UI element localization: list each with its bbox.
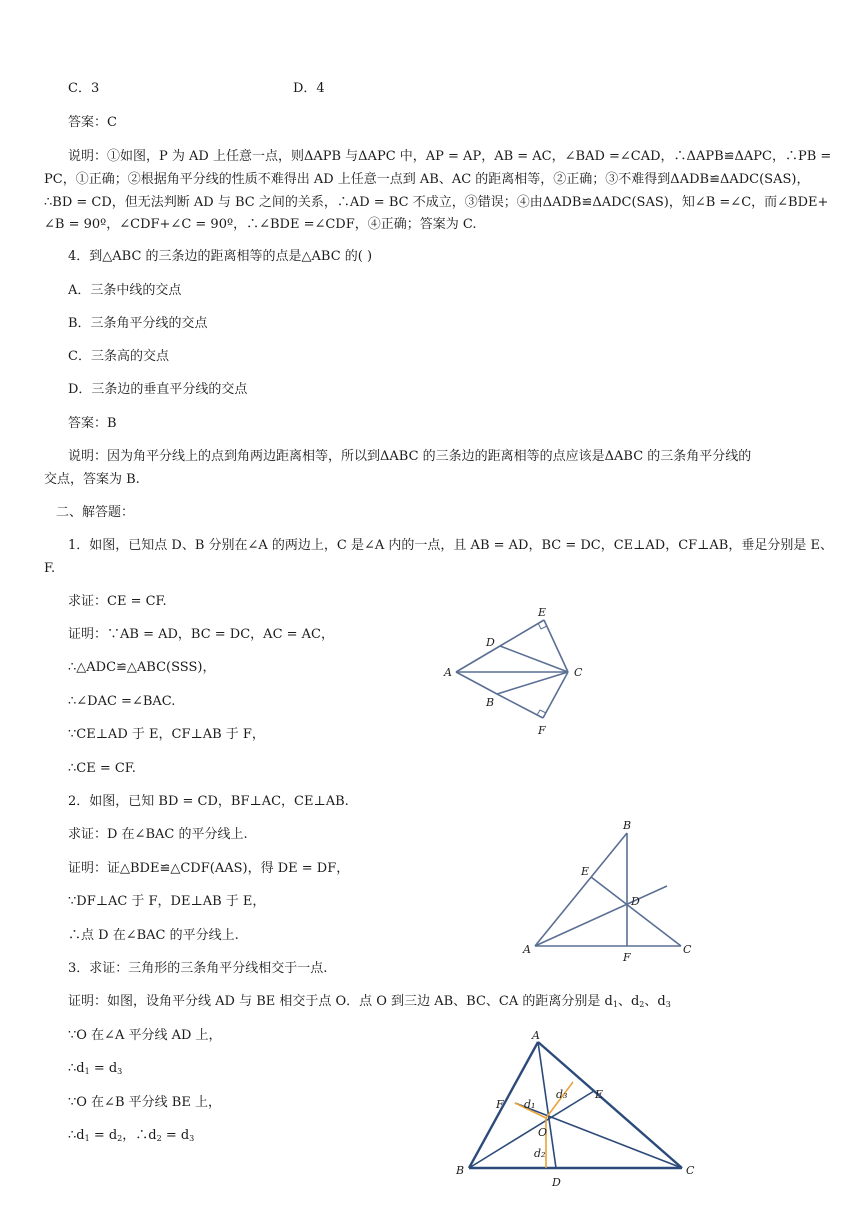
figure-incenter bbox=[452, 1029, 702, 1192]
prove-statement: 求证：CE = CF. bbox=[68, 594, 167, 609]
label-b: B bbox=[456, 1164, 465, 1177]
explanation-line: 说明：①如图，P 为 AD 上任意一点，则ΔAPB 与ΔAPC 中，AP = AP，AB = AC，∠BAD =∠CAD，∴ΔAPB≌ΔAPC，∴PB = bbox=[68, 149, 832, 164]
figure-triangle-bisector bbox=[515, 815, 705, 965]
option-d: D．4 bbox=[293, 81, 325, 96]
label-b: B bbox=[486, 696, 495, 709]
proof-step: 证明：如图，设角平分线 AD 与 BE 相交于点 O．点 O 到三边 AB、BC、CA 的距离分别是 $d_1$、$d_2$、$d_3$ bbox=[68, 994, 671, 1009]
label-d: D bbox=[486, 636, 495, 649]
proof-step: ∴CE = CF. bbox=[68, 761, 136, 776]
label-f: F bbox=[538, 724, 546, 737]
proof-step: ∵DF⊥AC 于 F，DE⊥AB 于 E， bbox=[68, 894, 266, 909]
label-c: C bbox=[683, 943, 692, 956]
label-d: D bbox=[552, 1176, 561, 1189]
prove-statement: 求证：D 在∠BAC 的平分线上. bbox=[68, 827, 248, 842]
label-d: D bbox=[631, 895, 640, 908]
label-c: C bbox=[686, 1164, 695, 1177]
proof-step: 证明：证△BDE≌△CDF(AAS)，得 DE = DF， bbox=[68, 861, 350, 876]
proof-step: $\therefore d_1 = d_3$ bbox=[68, 1061, 123, 1076]
label-c: C bbox=[574, 666, 583, 679]
explanation-line: 交点，答案为 B. bbox=[44, 472, 140, 487]
answer-line: 答案：C bbox=[68, 115, 117, 130]
label-f: F bbox=[496, 1098, 504, 1111]
proof-step: ∴点 D 在∠BAC 的平分线上. bbox=[68, 928, 239, 943]
explanation-line: ∴BD = CD，但无法判断 AD 与 BC 之间的关系，∴AD = BC 不成立，③错误；④由ΔADB≌ΔADC(SAS)，知∠B =∠C，而∠BDE+ bbox=[44, 195, 829, 210]
explanation-line: 说明：因为角平分线上的点到角两边距离相等，所以到ΔABC 的三条边的距离相等的点应该是ΔABC 的三条角平分线的 bbox=[68, 449, 752, 464]
label-d1: d₁ bbox=[524, 1098, 536, 1111]
choice-b: B．三条角平分线的交点 bbox=[68, 316, 208, 331]
answer-line: 答案：B bbox=[68, 416, 117, 431]
proof-step: 证明：∵AB = AD，BC = DC，AC = AC， bbox=[68, 627, 335, 642]
label-e: E bbox=[538, 606, 547, 619]
proof-step: ∵O 在∠A 平分线 AD 上， bbox=[68, 1028, 222, 1043]
choice-c: C．三条高的交点 bbox=[68, 349, 169, 364]
label-b: B bbox=[623, 819, 632, 832]
proof-step: $\therefore d_1 = d_2$，$\therefore d_2 = d_3$ bbox=[68, 1128, 195, 1143]
problem-stem: 1．如图，已知点 D、B 分别在∠A 的两边上，C 是∠A 内的一点，且 AB = AD，BC = DC，CE⊥AD，CF⊥AB，垂足分别是 E、 bbox=[68, 538, 833, 553]
explanation-line: PC，①正确；②根据角平分线的性质不难得出 AD 上任意一点到 AB、AC 的距离相等，②正确；③不难得到ΔADB≌ΔADC(SAS)， bbox=[44, 172, 810, 187]
choice-a: A．三条中线的交点 bbox=[68, 283, 182, 298]
problem-stem: 3．求证：三角形的三条角平分线相交于一点. bbox=[68, 961, 328, 976]
option-c: C．3 bbox=[68, 81, 100, 96]
problem-stem: 2．如图，已知 BD = CD，BF⊥AC，CE⊥AB. bbox=[68, 794, 349, 809]
section-heading: 二、解答题： bbox=[56, 505, 135, 520]
label-e: E bbox=[581, 865, 590, 878]
choice-d: D．三条边的垂直平分线的交点 bbox=[68, 382, 248, 397]
figure-kite bbox=[440, 600, 600, 740]
proof-step: ∵O 在∠B 平分线 BE 上， bbox=[68, 1095, 221, 1110]
label-d3: d₃ bbox=[556, 1088, 568, 1101]
label-o: O bbox=[538, 1126, 548, 1139]
proof-step: ∵CE⊥AD 于 E，CF⊥AB 于 F， bbox=[68, 727, 265, 742]
proof-step: ∴∠DAC =∠BAC. bbox=[68, 694, 176, 709]
label-f: F bbox=[623, 951, 631, 964]
proof-step: ∴△ADC≌△ABC(SSS)， bbox=[68, 660, 216, 675]
label-a: A bbox=[532, 1029, 540, 1042]
problem-stem: F. bbox=[44, 561, 56, 576]
explanation-line: ∠B = 90º，∠CDF+∠C = 90º，∴∠BDE =∠CDF，④正确；答案为 C. bbox=[44, 217, 477, 232]
label-a: A bbox=[444, 666, 452, 679]
label-d2: d₂ bbox=[534, 1147, 546, 1160]
question-stem: 4．到△ABC 的三条边的距离相等的点是△ABC 的( ) bbox=[68, 249, 373, 264]
label-a: A bbox=[523, 943, 531, 956]
label-e: E bbox=[595, 1088, 604, 1101]
